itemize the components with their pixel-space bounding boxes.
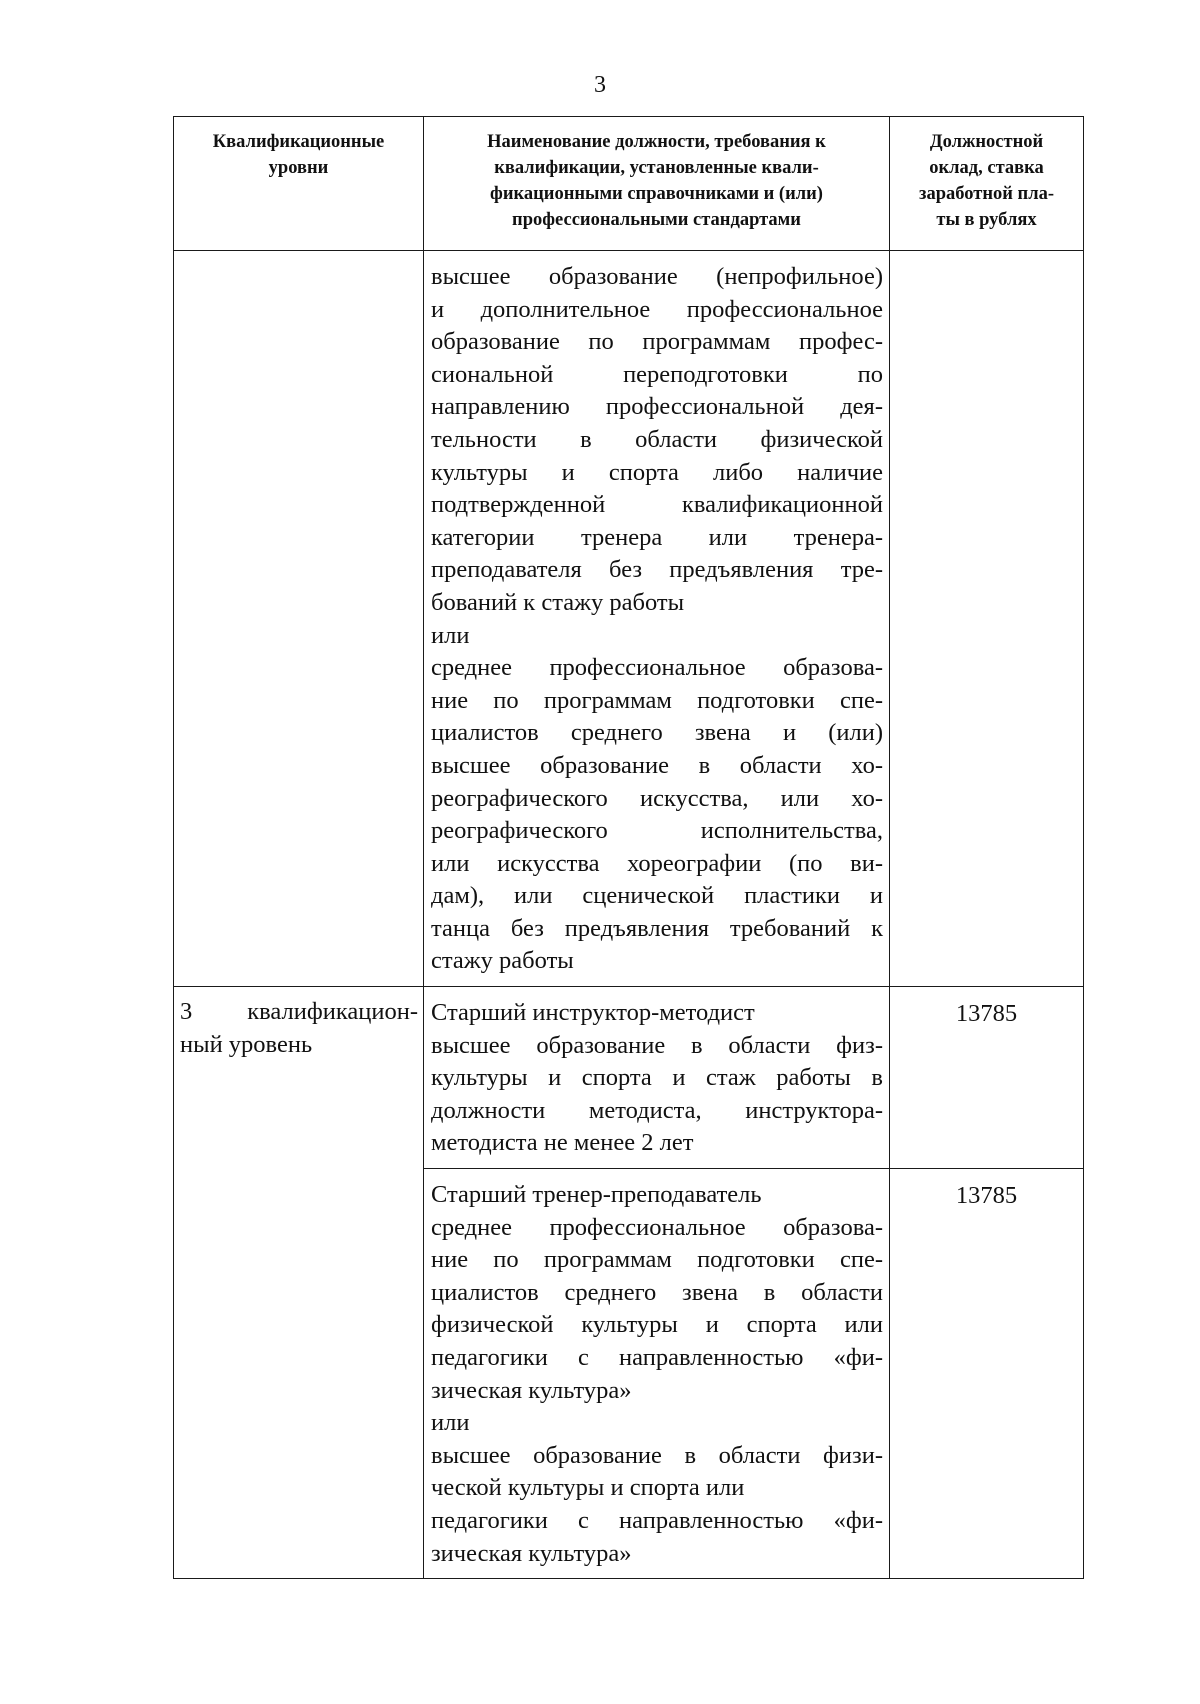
position-title: Старший тренер-преподаватель xyxy=(431,1181,762,1209)
table-row xyxy=(174,987,1084,1169)
text-line: или xyxy=(431,1409,470,1437)
text-line: должности методиста, инструктора- xyxy=(431,1096,883,1124)
header-line: Наименование должности, требования к xyxy=(487,132,826,152)
text-line: высшее образование (непрофильное) xyxy=(431,263,883,290)
text-line: среднее профессиональное образова- xyxy=(431,654,883,682)
text-line: ние по программам подготовки спе- xyxy=(431,1246,883,1274)
header-line: оклад, ставка xyxy=(929,158,1044,178)
header-line: квалификации, установленные квали- xyxy=(494,158,819,178)
text-line: циалистов среднего звена и (или) xyxy=(431,719,883,747)
text-line: дам), или сценической пластики и xyxy=(431,882,883,910)
text-line: среднее профессиональное образова- xyxy=(431,1213,883,1241)
level-line: ный уровень xyxy=(180,1031,313,1059)
table-row xyxy=(174,251,1084,987)
table-header-row xyxy=(174,117,1084,251)
salary-cell xyxy=(890,251,1084,987)
text-line: сиональной переподготовки по xyxy=(431,360,883,388)
text-line: тельности в области физической xyxy=(431,425,883,453)
text-line: или искусства хореографии (по ви- xyxy=(431,849,883,877)
position-title: Старший инструктор-методист xyxy=(431,999,755,1027)
header-line: ты в рублях xyxy=(936,210,1037,230)
header-line: заработной пла- xyxy=(919,184,1054,204)
header-qualification-levels xyxy=(174,117,424,251)
text-line: реографического исполнительства, xyxy=(431,817,883,845)
requirements-cell xyxy=(424,987,890,1169)
text-line: культуры и спорта и стаж работы в xyxy=(431,1064,883,1092)
header-line: уровни xyxy=(268,158,329,178)
salary-cell: 13785 xyxy=(890,1169,1084,1579)
header-line: профессиональными стандартами xyxy=(512,210,801,230)
qualification-table xyxy=(173,116,1084,1579)
text-line: направлению профессиональной дея- xyxy=(431,393,883,421)
requirements-cell xyxy=(424,1169,890,1579)
header-line: Квалификационные xyxy=(212,132,385,152)
page-number: 3 xyxy=(594,72,606,98)
text-line: бований к стажу работы xyxy=(431,588,685,616)
text-line: зическая культура» xyxy=(431,1376,632,1404)
text-line: категории тренера или тренера- xyxy=(431,523,883,551)
text-line: зическая культура» xyxy=(431,1539,632,1567)
text-line: стажу работы xyxy=(431,947,574,975)
requirements-cell xyxy=(424,251,890,987)
text-line: танца без предъявления требований к xyxy=(431,914,883,942)
text-line: педагогики с направленностью «фи- xyxy=(431,1344,883,1371)
text-line: и дополнительное профессиональное xyxy=(431,295,883,323)
text-line: ческой культуры и спорта или xyxy=(431,1474,745,1502)
text-line: физической культуры и спорта или xyxy=(431,1311,883,1339)
text-line: высшее образование в области хо- xyxy=(431,751,883,779)
text-line: высшее образование в области физи- xyxy=(431,1441,883,1469)
text-line: подтвержденной квалификационной xyxy=(431,491,883,519)
salary-cell: 13785 xyxy=(890,987,1084,1169)
text-line: ние по программам подготовки спе- xyxy=(431,686,883,714)
level-cell xyxy=(174,987,424,1579)
header-salary xyxy=(890,117,1084,251)
text-line: высшее образование в области физ- xyxy=(431,1031,883,1059)
header-line: фикационными справочниками и (или) xyxy=(490,184,823,204)
text-line: педагогики с направленностью «фи- xyxy=(431,1506,883,1534)
text-line: образование по программам профес- xyxy=(431,328,883,356)
text-line: циалистов среднего звена в области xyxy=(431,1278,883,1306)
text-line: реографического искусства, или хо- xyxy=(431,784,883,812)
text-line: методиста не менее 2 лет xyxy=(431,1129,694,1157)
level-cell xyxy=(174,251,424,987)
header-line: Должностной xyxy=(929,132,1044,152)
text-line: культуры и спорта либо наличие xyxy=(431,458,883,486)
text-line: преподавателя без предъявления тре- xyxy=(431,556,883,584)
level-line: 3 квалификацион- xyxy=(180,998,418,1026)
text-line: или xyxy=(431,621,470,649)
header-position-requirements xyxy=(424,117,890,251)
